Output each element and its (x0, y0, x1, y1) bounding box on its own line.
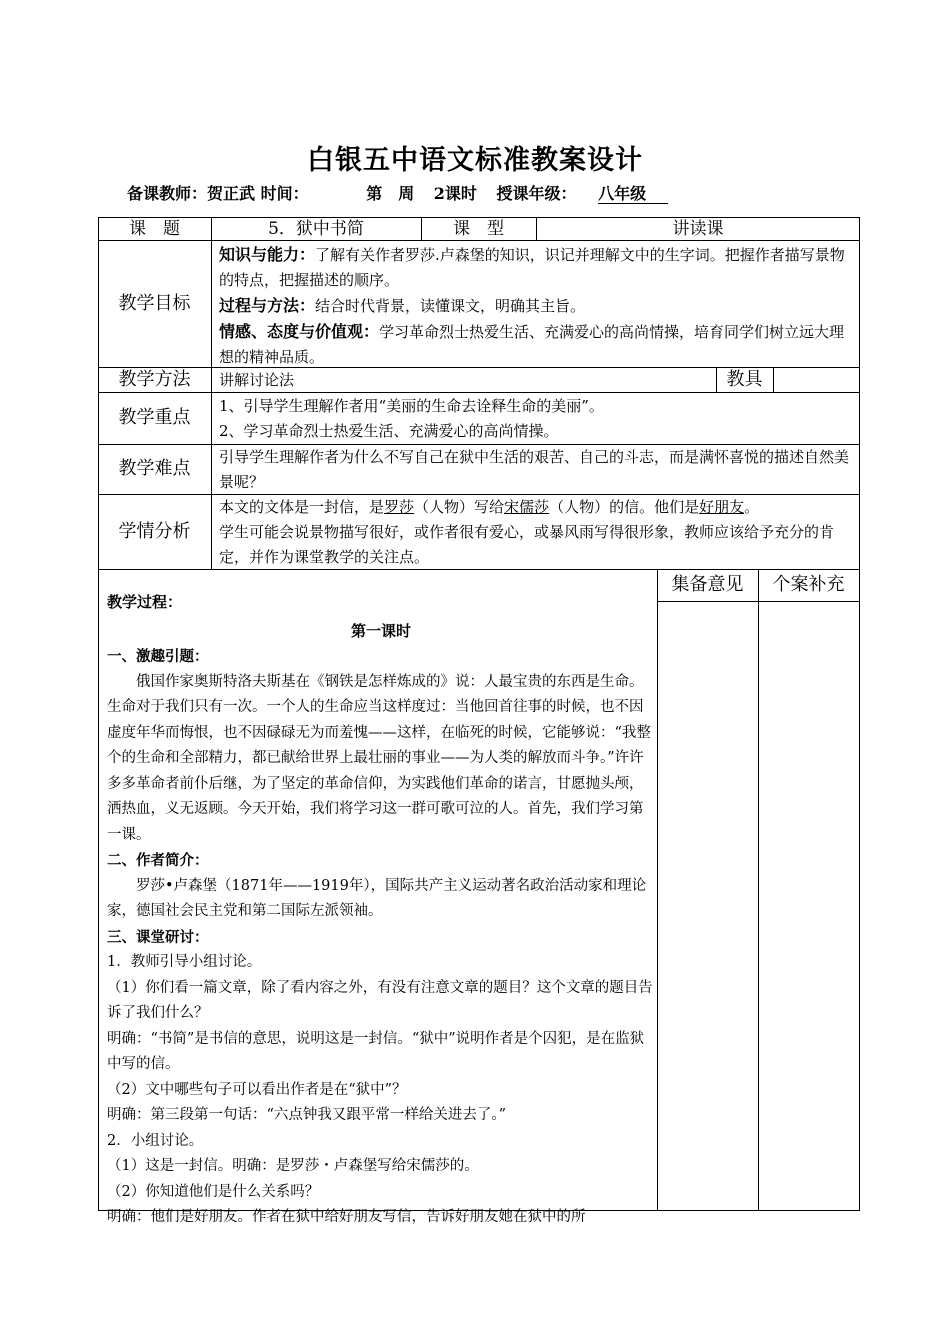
analysis-text-g: 。 (744, 498, 760, 516)
session-heading: 第一课时 (350, 621, 411, 640)
key-point-1: 1、引导学生理解作者用“美丽的生命去诠释生命的美丽”。 (219, 397, 604, 415)
process-para-6: 2．小组讨论。 (107, 1132, 204, 1149)
process-para-3: 明确：“书简”是书信的意思，说明这是一封信。“狱中”说明作者是个囚犯，是在监狱中写的信。 (107, 1030, 645, 1072)
key-point-2: 2、学习革命烈士热爱生活、充满爱心的高尚情操。 (219, 422, 559, 440)
individual-supplement-header: 个案补充 (772, 574, 845, 595)
process-para-2: （1）你们看一篇文章，除了看内容之外，有没有注意文章的题目？这个文章的题目告诉了我们什么？ (107, 979, 653, 1021)
goal-knowledge-head: 知识与能力： (219, 245, 316, 264)
week-text: 第 周 (366, 184, 415, 203)
grade-value: 八年级 (598, 184, 668, 204)
analysis-text-a: 本文的文体是一封信，是 (219, 498, 385, 516)
analysis-label: 学情分析 (118, 521, 191, 542)
lesson-type-label: 课 型 (453, 219, 504, 239)
process-para-9: 明确：他们是好朋友。作者在狱中给好朋友写信，告诉好朋友她在狱中的所 (107, 1209, 586, 1225)
goal-process (219, 293, 855, 319)
method-value: 讲解讨论法 (219, 371, 295, 389)
analysis-relation: 好朋友 (699, 498, 745, 516)
goal-emotion-text: 学习革命烈士热爱生活、充满爱心的高尚情操，培育同学们树立远大理想的精神品质。 (219, 323, 845, 366)
section-2-text: 罗莎•卢森堡（1871年——1919年），国际共产主义运动著名政治活动家和理论家，德国社会民主党和第二国际左派领袖。 (107, 877, 647, 919)
process-para-4: （2）文中哪些句子可以看出作者是在“狱中”？ (107, 1081, 407, 1098)
process-para-1: 1．教师引导小组讨论。 (107, 954, 262, 970)
lesson-type-value: 讲读课 (672, 219, 724, 239)
key-points-label: 教学重点 (118, 407, 191, 428)
page-title: 白银五中语文标准教案设计 (307, 145, 643, 176)
tools-label: 教具 (726, 369, 763, 390)
analysis-line-1 (219, 495, 855, 520)
section-1-text: 俄国作家奥斯特洛夫斯基在《钢铁是怎样炼成的》说：人最宝贵的东西是生命。生命对于我们只有一次。一个人的生命应当这样度过：当他回首往事的时候，也不因虚度年华而悔恨，也不因碌碌无为而羞愧——这样，在临死的时候，它能够说：“我整个的生命和全部精力，都已献给世界上最壮丽的事业——为人类的解放而斗争。”许许多多革命者前仆后继，为了坚定的革命信仰，为实践他们革命的诺言，甘愿抛头颅，洒热血，义无返顾。今天开始，我们将学习这一群可歌可泣的人。首先，我们学习第一课。 (107, 673, 651, 843)
goal-knowledge-text: 了解有关作者罗莎.卢森堡的知识，识记并理解文中的生字词。把握作者描写景物的特点，把握描述的顺序。 (219, 246, 845, 289)
grade-label: 授课年级： (496, 184, 577, 203)
goals-content (219, 242, 855, 370)
difficulty-text: 引导学生理解作者为什么不写自己在狱中生活的艰苦、自己的斗志，而是满怀喜悦的描述自然美景呢？ (219, 448, 850, 491)
method-label: 教学方法 (118, 369, 191, 390)
section-1-heading: 一、激趣引题： (107, 648, 209, 665)
header-info-line (127, 181, 668, 204)
goals-label: 教学目标 (118, 293, 191, 314)
analysis-line-2: 学生可能会说景物描写很好，或作者很有爱心，或暴风雨写得很形象，教师应该给予充分的肯定，并作为课堂教学的关注点。 (219, 523, 835, 566)
section-3-heading: 三、课堂研讨： (107, 928, 209, 946)
lesson-title-value: 5．狱中书简 (268, 219, 364, 239)
teaching-process (107, 590, 655, 1231)
analysis-person-1: 罗莎 (384, 498, 415, 516)
goal-process-text: 结合时代背景，读懂课文，明确其主旨。 (315, 297, 586, 315)
process-para-5: 明确：第三段第一句话：“六点钟我又跟平常一样给关进去了。” (107, 1107, 507, 1123)
lesson-title-label: 课 题 (129, 219, 180, 239)
key-points-content (219, 394, 855, 444)
goal-process-head: 过程与方法： (219, 296, 316, 315)
goal-knowledge (219, 242, 855, 293)
analysis-text-e: （人物）的信。他们是 (549, 498, 700, 516)
process-para-7: （1）这是一封信。明确：是罗莎・卢森堡写给宋儒莎的。 (107, 1158, 479, 1174)
analysis-person-2: 宋儒莎 (504, 498, 550, 516)
collective-opinion-header: 集备意见 (671, 574, 744, 595)
section-2-heading: 二、作者简介： (107, 852, 209, 869)
lessons-text: 2课时 (433, 184, 477, 203)
goal-emotion (219, 319, 855, 370)
analysis-content (219, 495, 855, 570)
time-label: 时间： (260, 184, 309, 203)
process-para-8: （2）你知道他们是什么关系吗？ (107, 1183, 320, 1200)
difficulty-label: 教学难点 (118, 458, 191, 479)
teacher-text: 备课教师：贺正武 (127, 184, 256, 203)
goal-emotion-head: 情感、态度与价值观： (219, 322, 380, 341)
analysis-text-c: （人物）写给 (414, 498, 505, 516)
process-heading: 教学过程： (107, 593, 183, 611)
